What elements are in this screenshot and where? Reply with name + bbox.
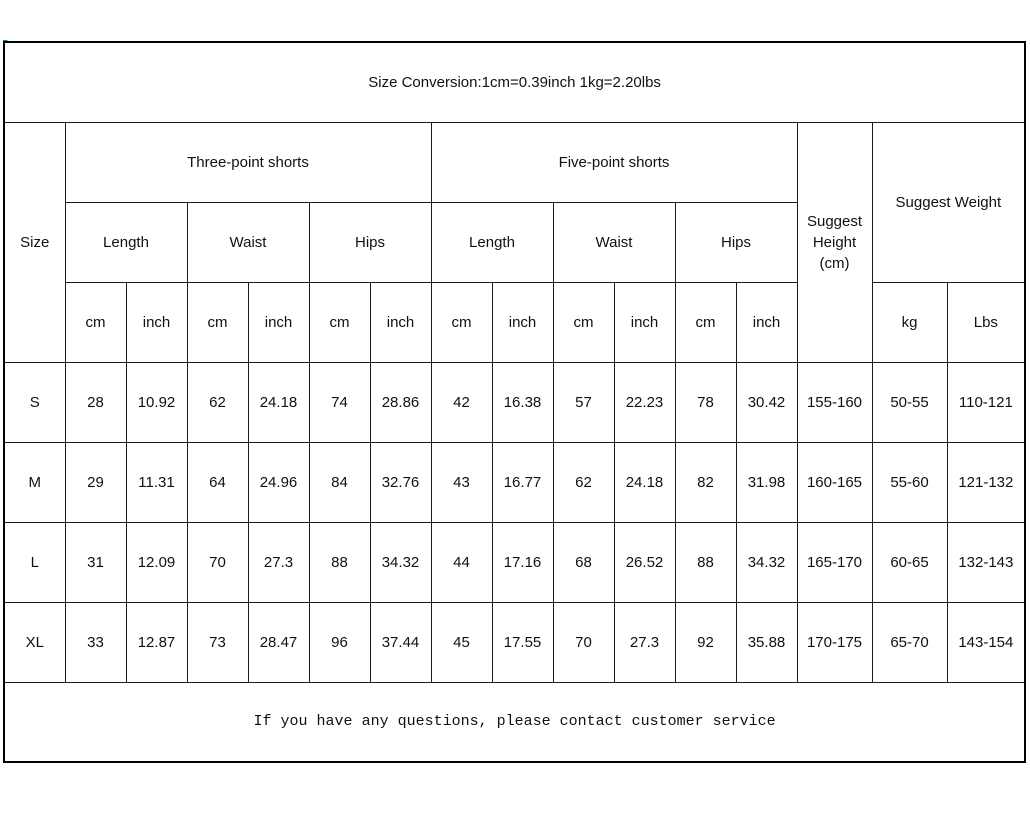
table-row — [4, 362, 1025, 442]
unit-cm: cm — [187, 282, 248, 362]
value-cell: 34.32 — [736, 522, 797, 602]
value-cell: 12.87 — [126, 602, 187, 682]
value-cell: 30.42 — [736, 362, 797, 442]
table-row — [4, 442, 1025, 522]
value-cell: 73 — [187, 602, 248, 682]
tp-waist-header: Waist — [187, 202, 309, 282]
size-header: Size — [4, 122, 65, 362]
value-cell: 12.09 — [126, 522, 187, 602]
table-row — [4, 522, 1025, 602]
value-cell: 17.16 — [492, 522, 553, 602]
value-cell: 24.96 — [248, 442, 309, 522]
three-point-shorts-header: Three-point shorts — [65, 122, 431, 202]
suggest-height-header: Suggest Height (cm) — [797, 122, 872, 362]
value-cell: 31 — [65, 522, 126, 602]
value-cell: 42 — [431, 362, 492, 442]
value-cell: 88 — [309, 522, 370, 602]
unit-kg: kg — [872, 282, 947, 362]
tp-length-header: Length — [65, 202, 187, 282]
value-cell: 28.47 — [248, 602, 309, 682]
value-cell: 70 — [553, 602, 614, 682]
value-cell: 24.18 — [614, 442, 675, 522]
value-cell: 32.76 — [370, 442, 431, 522]
value-cell: 35.88 — [736, 602, 797, 682]
fp-hips-header: Hips — [675, 202, 797, 282]
size-chart-table — [3, 41, 1026, 763]
value-cell: 33 — [65, 602, 126, 682]
weight-lbs-cell: 132-143 — [947, 522, 1025, 602]
weight-kg-cell: 65-70 — [872, 602, 947, 682]
height-cell: 155-160 — [797, 362, 872, 442]
value-cell: 84 — [309, 442, 370, 522]
value-cell: 29 — [65, 442, 126, 522]
size-cell: S — [4, 362, 65, 442]
unit-cm: cm — [65, 282, 126, 362]
value-cell: 11.31 — [126, 442, 187, 522]
value-cell: 70 — [187, 522, 248, 602]
weight-kg-cell: 50-55 — [872, 362, 947, 442]
value-cell: 45 — [431, 602, 492, 682]
value-cell: 64 — [187, 442, 248, 522]
size-cell: L — [4, 522, 65, 602]
unit-inch: inch — [248, 282, 309, 362]
height-cell: 170-175 — [797, 602, 872, 682]
size-conversion-note: Size Conversion:1cm=0.39inch 1kg=2.20lbs — [4, 42, 1025, 122]
unit-inch: inch — [614, 282, 675, 362]
value-cell: 37.44 — [370, 602, 431, 682]
value-cell: 31.98 — [736, 442, 797, 522]
unit-inch: inch — [370, 282, 431, 362]
value-cell: 16.77 — [492, 442, 553, 522]
value-cell: 82 — [675, 442, 736, 522]
unit-cm: cm — [675, 282, 736, 362]
value-cell: 27.3 — [248, 522, 309, 602]
weight-lbs-cell: 110-121 — [947, 362, 1025, 442]
five-point-shorts-header: Five-point shorts — [431, 122, 797, 202]
weight-kg-cell: 55-60 — [872, 442, 947, 522]
unit-cm: cm — [431, 282, 492, 362]
unit-inch: inch — [492, 282, 553, 362]
suggest-weight-header: Suggest Weight — [872, 122, 1025, 282]
weight-lbs-cell: 121-132 — [947, 442, 1025, 522]
weight-kg-cell: 60-65 — [872, 522, 947, 602]
fp-waist-header: Waist — [553, 202, 675, 282]
value-cell: 62 — [553, 442, 614, 522]
size-cell: XL — [4, 602, 65, 682]
value-cell: 10.92 — [126, 362, 187, 442]
value-cell: 28.86 — [370, 362, 431, 442]
value-cell: 68 — [553, 522, 614, 602]
value-cell: 88 — [675, 522, 736, 602]
value-cell: 24.18 — [248, 362, 309, 442]
value-cell: 74 — [309, 362, 370, 442]
value-cell: 17.55 — [492, 602, 553, 682]
unit-cm: cm — [553, 282, 614, 362]
unit-cm: cm — [309, 282, 370, 362]
value-cell: 27.3 — [614, 602, 675, 682]
table-row — [4, 602, 1025, 682]
weight-lbs-cell: 143-154 — [947, 602, 1025, 682]
height-cell: 165-170 — [797, 522, 872, 602]
value-cell: 92 — [675, 602, 736, 682]
value-cell: 78 — [675, 362, 736, 442]
value-cell: 16.38 — [492, 362, 553, 442]
value-cell: 43 — [431, 442, 492, 522]
height-cell: 160-165 — [797, 442, 872, 522]
unit-lbs: Lbs — [947, 282, 1025, 362]
value-cell: 96 — [309, 602, 370, 682]
value-cell: 44 — [431, 522, 492, 602]
unit-inch: inch — [736, 282, 797, 362]
fp-length-header: Length — [431, 202, 553, 282]
size-cell: M — [4, 442, 65, 522]
customer-service-note: If you have any questions, please contact customer service — [4, 682, 1025, 762]
unit-inch: inch — [126, 282, 187, 362]
value-cell: 26.52 — [614, 522, 675, 602]
value-cell: 34.32 — [370, 522, 431, 602]
value-cell: 57 — [553, 362, 614, 442]
tp-hips-header: Hips — [309, 202, 431, 282]
value-cell: 22.23 — [614, 362, 675, 442]
value-cell: 62 — [187, 362, 248, 442]
value-cell: 28 — [65, 362, 126, 442]
